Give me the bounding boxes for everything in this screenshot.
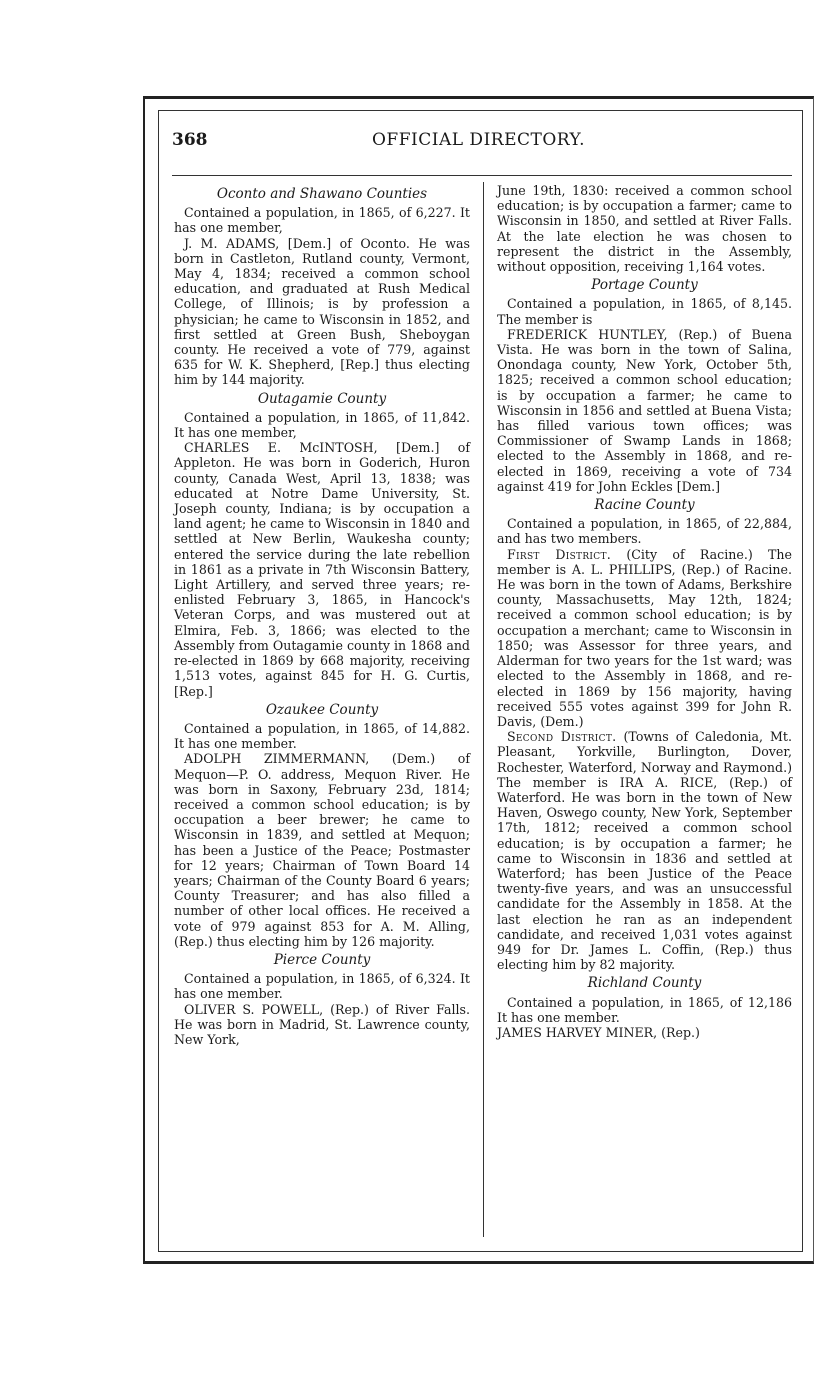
member-name-miner: JAMES HARVEY MINER, (Rep.) [497, 1024, 700, 1040]
district-label-first: First District. [507, 546, 612, 562]
county-heading-ozaukee: Ozaukee County [265, 701, 379, 718]
population-ozaukee: Contained a population, in 1865, of 14,882. It has one member. [174, 720, 470, 752]
member-bio-adams: J. M. ADAMS, [Dem.] of Oconto. He was born in Castleton, Rutland county, Vermont, May 4, 1834; received a common school education, and graduated at Rush Medical College, of Illinois; is by profession a physician; he came to Wisconsin in 1852, and first settled at Green Bush, Sheboygan county. He received a vote of 779, against 635 for W. K. Shepherd, [Rep.] thus electing him by 144 majority. [174, 235, 470, 388]
district-first [497, 547, 792, 729]
member-bio-zimmermann: ADOLPH ZIMMERMANN, (Dem.) of Mequon—P. O. address, Mequon River. He was born in Saxony, February 23d, 1814; received a common school education; is by occupation a beer brewer; he came to Wisconsin in 1839, and settled at Mequon; has been a Justice of the Peace; Postmaster for 12 years; Chairman of Town Board 14 years; Chairman of the County Board 6 years; County Treasurer; and has also filled a number of other local offices. He received a vote of 979 against 853 for A. M. Alling, (Rep.) thus electing him by 126 majority. [174, 751, 470, 949]
district-label-second: Second District. [507, 729, 617, 745]
right-column [497, 183, 792, 1040]
county-heading-outagamie: Outagamie County [257, 390, 387, 407]
county-heading-richland: Richland County [587, 975, 702, 992]
column-divider [483, 182, 484, 1237]
member-bio-powell: OLIVER S. POWELL, (Rep.) of River Falls. He was born in Madrid, St. Lawrence county, New York, [174, 1001, 470, 1047]
population-oconto: Contained a population, in 1865, of 6,227. It has one member, [174, 205, 470, 236]
member-bio-mcintosh: CHARLES E. McINTOSH, [Dem.] of Appleton. He was born in Goderich, Huron county, Canada West, April 13, 1838; was educated at Notre Dame University, St. Joseph county, Indiana; is by occupation a land agent; he came to Wisconsin in 1840 and settled at New Berlin, Waukesha county; entered the service during the late rebellion in 1861 as a private in 7th Wisconsin Battery, Light Artillery, and served three years; re-enlisted February 3, 1865, in Hancock's Veteran Corps, and was mustered out at Elmira, Feb. 3, 1866; was elected to the Assembly from Outagamie county in 1868 and re-elected in 1869 by 668 majority, receiving 1,513 votes, against 845 for H. G. Curtis, [Rep.] [174, 440, 470, 699]
county-heading-racine: Racine County [594, 497, 695, 514]
page-header [172, 130, 792, 156]
county-heading-pierce: Pierce County [273, 951, 371, 968]
header-rule [172, 175, 792, 176]
county-heading-portage: Portage County [591, 277, 698, 294]
member-bio-phillips: (City of Racine.) The member is A. L. PHILLIPS, (Rep.) of Racine. He was born in the town of Adams, Berkshire county, Massachusetts, May 12th, 1824; received a common school education; is by occupation a merchant; came to Wisconsin in 1850; was Assessor for three years, and Alderman for two years for the 1st ward; was elected to the Assembly in 1868, and re-elected in 1869 by 156 majority, having received 555 votes against 399 for John R. Davis, (Dem.) [497, 546, 792, 729]
population-outagamie: Contained a population, in 1865, of 11,842. It has one member, [174, 409, 470, 441]
left-column [174, 183, 470, 1047]
member-bio-rice: (Towns of Caledonia, Mt. Pleasant, Yorkville, Burlington, Dover, Rochester, Waterford, Norway and Raymond.) The member is IRA A. RICE, (Rep.) of Waterford. He was born in the town of New Haven, Oswego county, New York, September 17th, 1812; received a common school education; is by occupation a farmer; he came to Wisconsin in 1836 and settled at Waterford; has been Justice of the Peace twenty-five years, and was an unsuccessful candidate for the Assembly in 1858. At the last election he ran as an independent candidate, and received 1,031 votes against 949 for Dr. James L. Coffin, (Rep.) thus electing him by 82 majority. [497, 729, 792, 973]
population-racine: Contained a population, in 1865, of 22,884, and has two members. [497, 516, 792, 547]
population-portage: Contained a population, in 1865, of 8,145. The member is [497, 296, 792, 327]
page-number: 368 [172, 130, 208, 150]
population-pierce: Contained a population, in 1865, of 6,324. It has one member. [174, 971, 470, 1002]
population-richland: Contained a population, in 1865, of 12,186 It has one member. [497, 994, 792, 1025]
county-heading-oconto: Oconto and Shawano Counties [216, 186, 428, 202]
member-bio-powell-continued: June 19th, 1830: received a common school education; is by occupation a farmer; came to Wisconsin in 1850, and settled at River Falls. At the late election he was chosen to represent the district in the Assembly, without opposition, receiving 1,164 votes. [497, 183, 792, 275]
member-bio-huntley: FREDERICK HUNTLEY, (Rep.) of Buena Vista. He was born in the town of Salina, Onondaga county, New York, October 5th, 1825; received a common school education; is by occupation a farmer; he came to Wisconsin in 1856 and settled at Buena Vista; has filled various town offices; was Commissioner of Swamp Lands in 1868; elected to the Assembly in 1868, and re-elected in 1869, receiving a vote of 734 against 419 for John Eckles [Dem.] [497, 326, 792, 494]
district-second [497, 729, 792, 972]
page-title: OFFICIAL DIRECTORY. [372, 130, 585, 150]
